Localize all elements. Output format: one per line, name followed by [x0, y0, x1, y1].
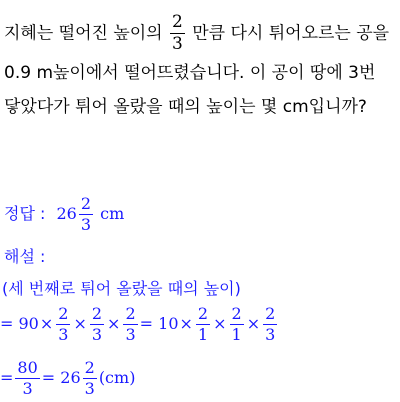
problem-fraction: [170, 14, 185, 53]
eq1-times-2: ×: [73, 314, 87, 333]
eq1-fraction-2-num: 2: [91, 304, 103, 323]
problem-text-end: 만큼 다시 튀어오르는 공을: [192, 23, 390, 44]
problem-fraction-numerator: 2: [172, 12, 183, 32]
eq1-fraction-4-den: 1: [197, 325, 209, 344]
answer-fraction: [79, 196, 93, 233]
problem-line-1: [4, 14, 389, 53]
answer-unit: cm: [100, 204, 125, 223]
answer-fraction-numerator: 2: [80, 194, 92, 213]
eq1-times-4: ×: [179, 314, 193, 333]
eq1-fraction-1-den: 3: [58, 325, 69, 344]
eq1-fraction-3-num: 2: [125, 304, 136, 323]
eq1-mid: = 10: [139, 314, 179, 333]
problem-text-start: 지혜는 떨어진 높이의: [4, 23, 163, 44]
solution-note: (세 번째로 튀어 올랐을 때의 높이): [2, 279, 241, 298]
eq2-equals: = 26: [41, 368, 81, 387]
eq1-fraction-6-num: 2: [265, 304, 276, 323]
eq1-fraction-2-den: 3: [91, 325, 103, 344]
eq1-times-5: ×: [213, 314, 227, 333]
eq1-fraction-6-den: 3: [265, 325, 276, 344]
eq2-start: =: [0, 368, 14, 387]
solution-equation-2: [0, 360, 135, 397]
solution-label: 해설 :: [4, 247, 46, 266]
answer-whole: 26: [56, 204, 77, 223]
answer-label: 정답 :: [4, 204, 46, 223]
eq1-fraction-3: [123, 306, 137, 343]
eq2-unit: (cm): [98, 368, 136, 387]
eq1-fraction-5-num: 2: [231, 304, 242, 323]
answer-fraction-denominator: 3: [80, 215, 92, 234]
eq1-times-1: ×: [39, 314, 54, 333]
eq1-fraction-3-den: 3: [125, 325, 136, 344]
eq1-times-3: ×: [107, 314, 121, 333]
eq1-fraction-6: [263, 306, 277, 343]
eq1-fraction-4: [196, 306, 210, 343]
eq2-fraction-1-num: 80: [17, 358, 38, 377]
eq1-fraction-4-num: 2: [197, 304, 209, 323]
eq2-fraction-1: [15, 360, 39, 397]
problem-fraction-denominator: 3: [172, 34, 183, 54]
answer-line: [4, 196, 124, 233]
problem-line-3: 닿았다가 튀어 올랐을 때의 높이는 몇 cm입니까?: [4, 97, 367, 117]
eq1-fraction-5: [230, 306, 244, 343]
eq1-fraction-5-den: 1: [231, 325, 242, 344]
eq1-fraction-1: [56, 306, 70, 343]
eq2-fraction-2-num: 2: [84, 358, 95, 377]
eq2-fraction-2: [83, 360, 97, 397]
eq1-times-6: ×: [246, 314, 261, 333]
problem-line-2: 0.9 m높이에서 떨어뜨렸습니다. 이 공이 땅에 3번: [4, 63, 376, 83]
eq2-fraction-2-den: 3: [84, 379, 95, 398]
eq2-fraction-1-den: 3: [22, 379, 33, 398]
solution-equation-1: [0, 306, 279, 343]
eq1-fraction-2: [90, 306, 104, 343]
eq1-start: = 90: [0, 314, 39, 333]
eq1-fraction-1-num: 2: [58, 304, 69, 323]
